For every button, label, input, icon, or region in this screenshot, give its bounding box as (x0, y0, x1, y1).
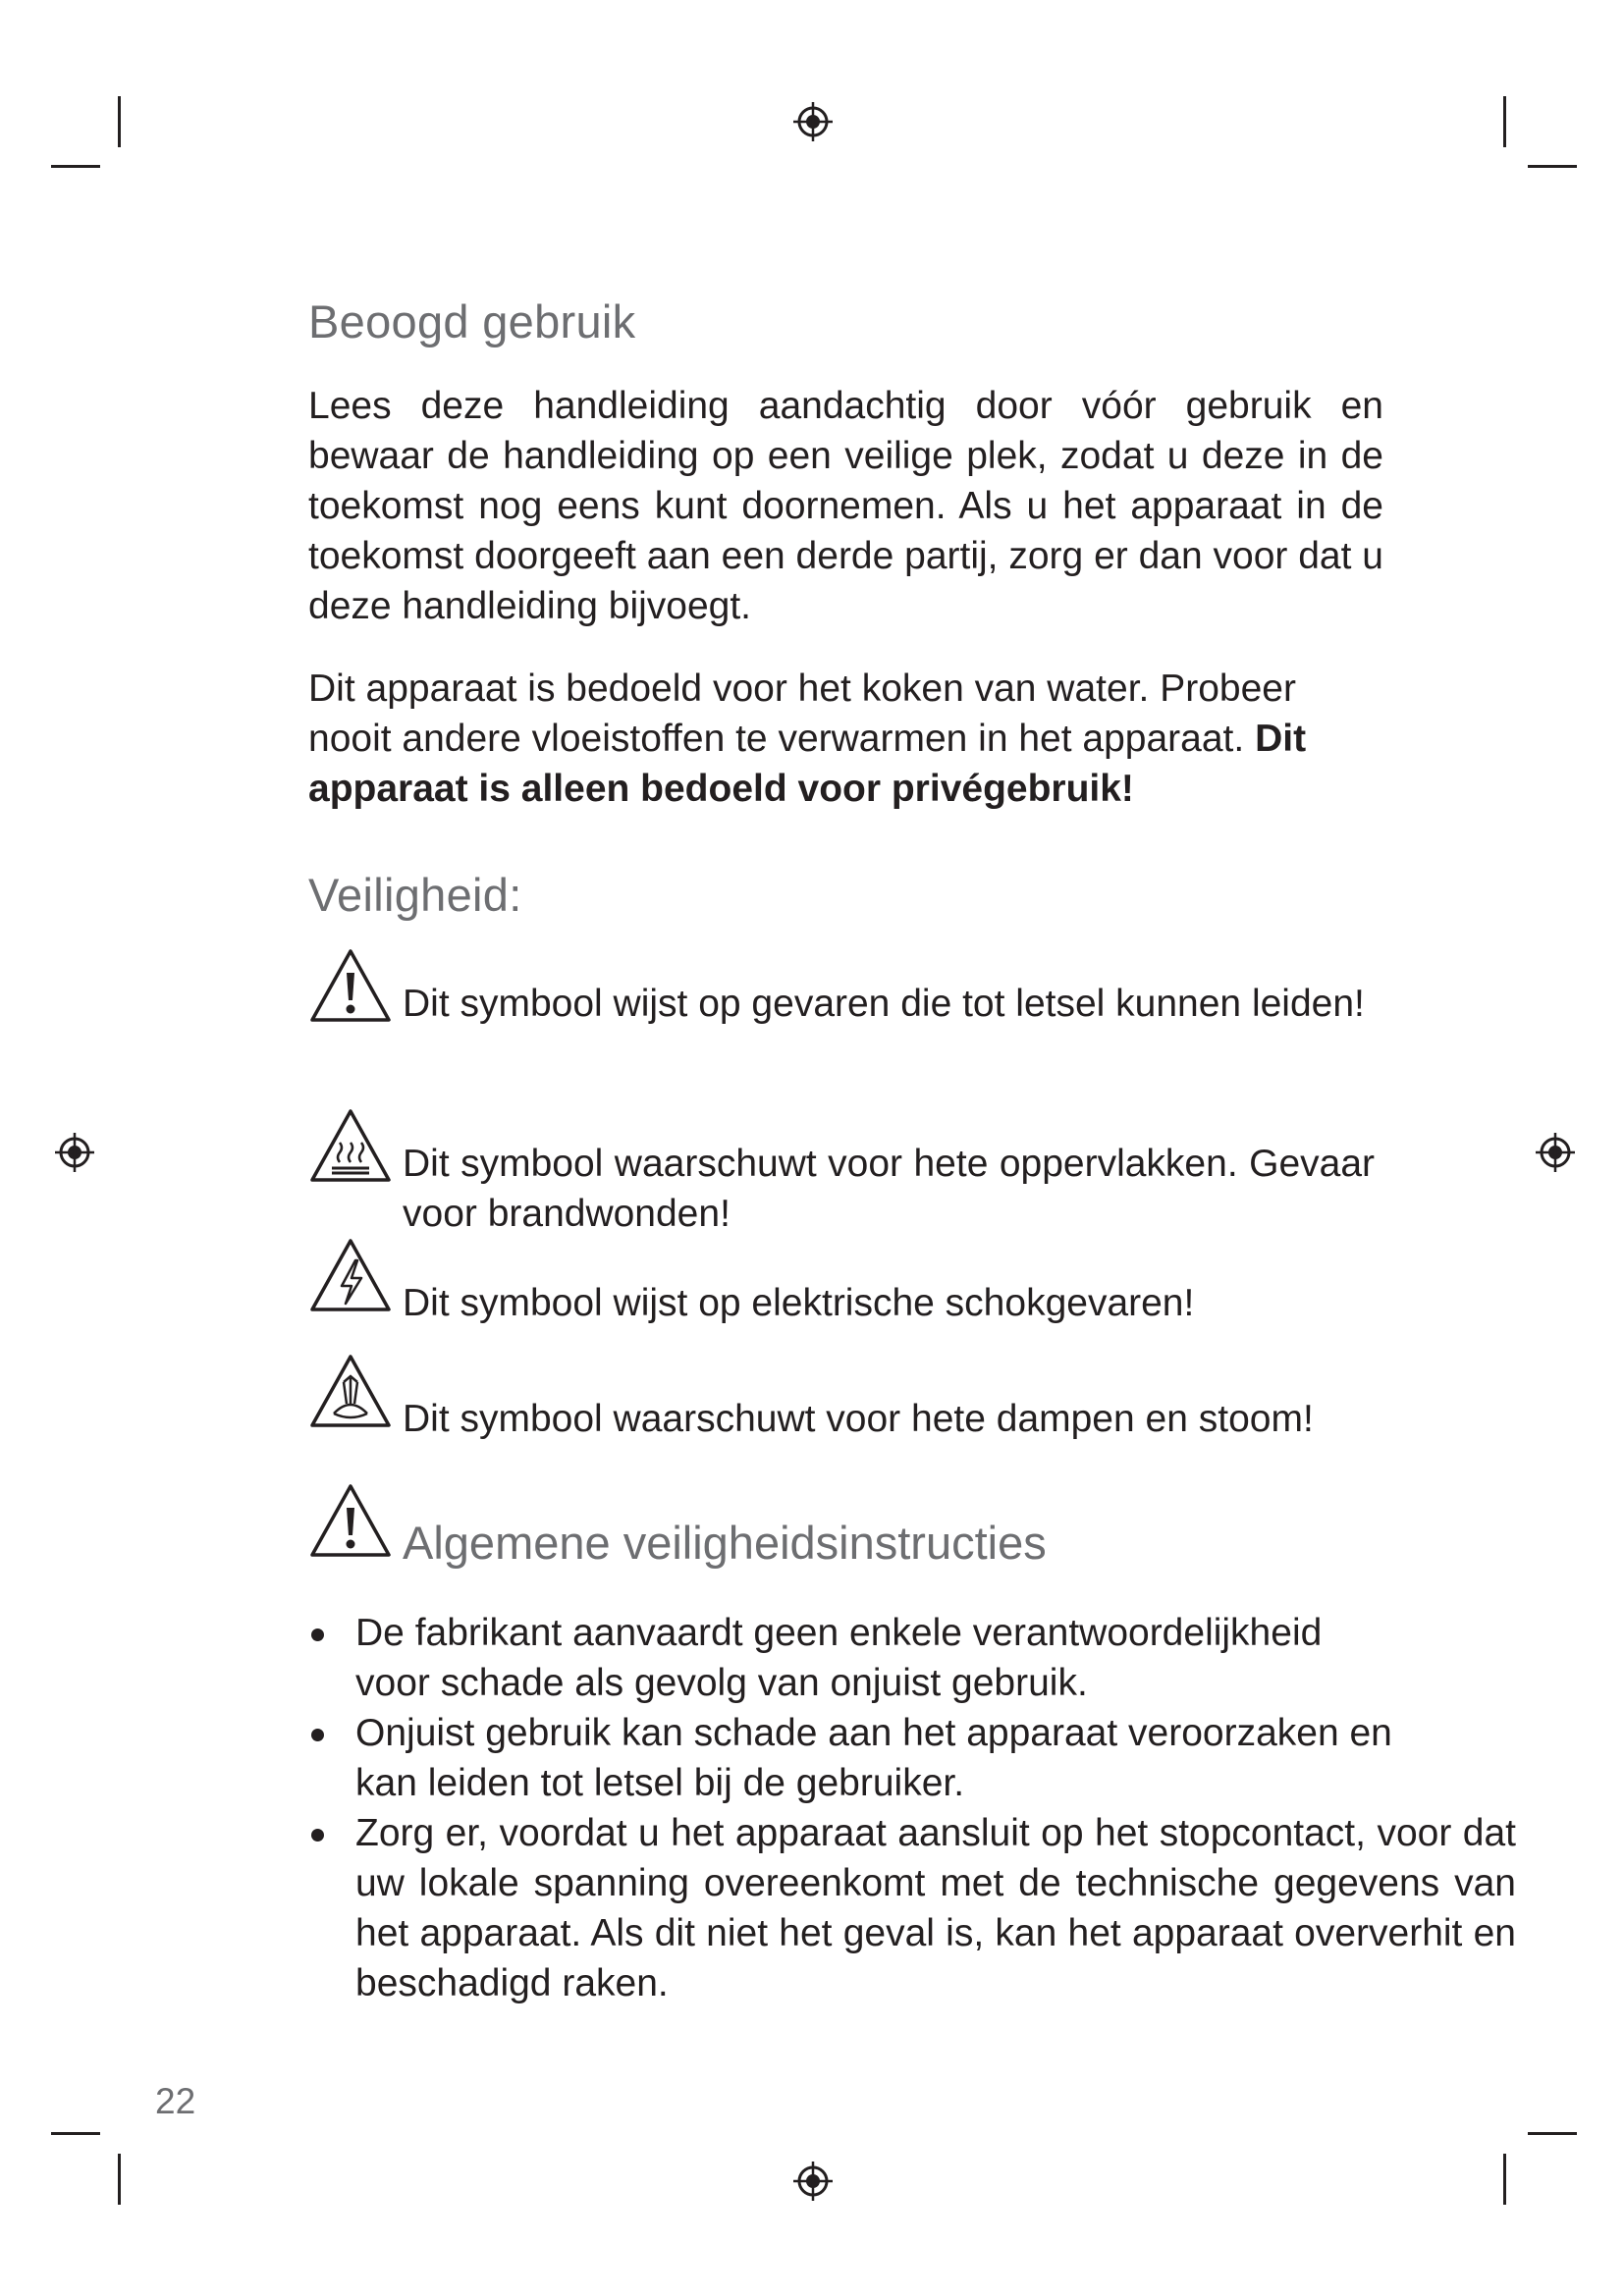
symbol-description: Dit symbool waarschuwt voor hete oppervlakken. Gevaar voor brandwonden! (403, 1143, 1375, 1235)
intended-use-paragraph-1: Lees deze handleiding aandachtig door vóór gebruik en bewaar de handleiding op een veilige plek, zodat u deze in de toekomst nog eens kunt doornemen. Als u het apparaat in de toekomst doorgeeft aan een derde partij, zorg er dan voor dat u deze handleiding bijvoegt. (308, 385, 1383, 627)
symbol-description: Dit symbool wijst op elektrische schokgevaren! (403, 1282, 1195, 1324)
private-use-notice: Dit apparaat is alleen bedoeld voor privégebruik! (308, 718, 1307, 810)
registration-mark-icon (53, 1131, 96, 1174)
crop-mark (51, 2132, 100, 2135)
list-item (308, 1708, 1398, 1808)
symbol-description: Dit symbool wijst op gevaren die tot letsel kunnen leiden! (403, 983, 1365, 1025)
section-title-general-safety: Algemene veiligheidsinstructies (403, 1517, 1047, 1569)
crop-mark (1503, 96, 1506, 147)
list-item-text: Zorg er, voordat u het apparaat aansluit op het stopcontact, voor dat uw lokale spanning overeenkomt met de technische gegevens van het apparaat. Als dit niet het geval is, kan het apparaat oververhit en beschadigd raken. (355, 1812, 1516, 2004)
exclamation-warning-icon (308, 947, 393, 1024)
crop-mark (118, 96, 121, 147)
list-item (308, 1808, 1516, 2008)
steam-warning-icon (308, 1353, 393, 1429)
list-item-text: De fabrikant aanvaardt geen enkele verantwoordelijkheid voor schade als gevolg van onjuist gebruik. (355, 1612, 1323, 1704)
crop-mark (1528, 165, 1577, 168)
registration-mark-icon (791, 100, 835, 143)
exclamation-warning-icon (308, 1482, 393, 1559)
hot-surface-warning-icon (308, 1107, 393, 1184)
general-safety-list (308, 1608, 1516, 2008)
symbol-description: Dit symbool waarschuwt voor hete dampen en stoom! (403, 1398, 1314, 1440)
page-number: 22 (155, 2081, 196, 2121)
crop-mark (1528, 2132, 1577, 2135)
crop-mark (51, 165, 100, 168)
registration-mark-icon (1534, 1131, 1577, 1174)
intended-use-paragraph-2 (308, 664, 1383, 814)
section-title-safety: Veiligheid: (308, 869, 522, 921)
crop-mark (1503, 2154, 1506, 2205)
list-item-text: Onjuist gebruik kan schade aan het apparaat veroorzaken en kan leiden tot letsel bij de gebruiker. (355, 1712, 1392, 1804)
intended-use-paragraph-2-text: Dit apparaat is bedoeld voor het koken van water. Probeer nooit andere vloeistoffen te verwarmen in het apparaat. (308, 667, 1296, 760)
crop-mark (118, 2154, 121, 2205)
registration-mark-icon (791, 2160, 835, 2203)
electric-shock-warning-icon (308, 1237, 393, 1313)
list-item (308, 1608, 1398, 1708)
section-title-intended-use: Beoogd gebruik (308, 295, 636, 347)
